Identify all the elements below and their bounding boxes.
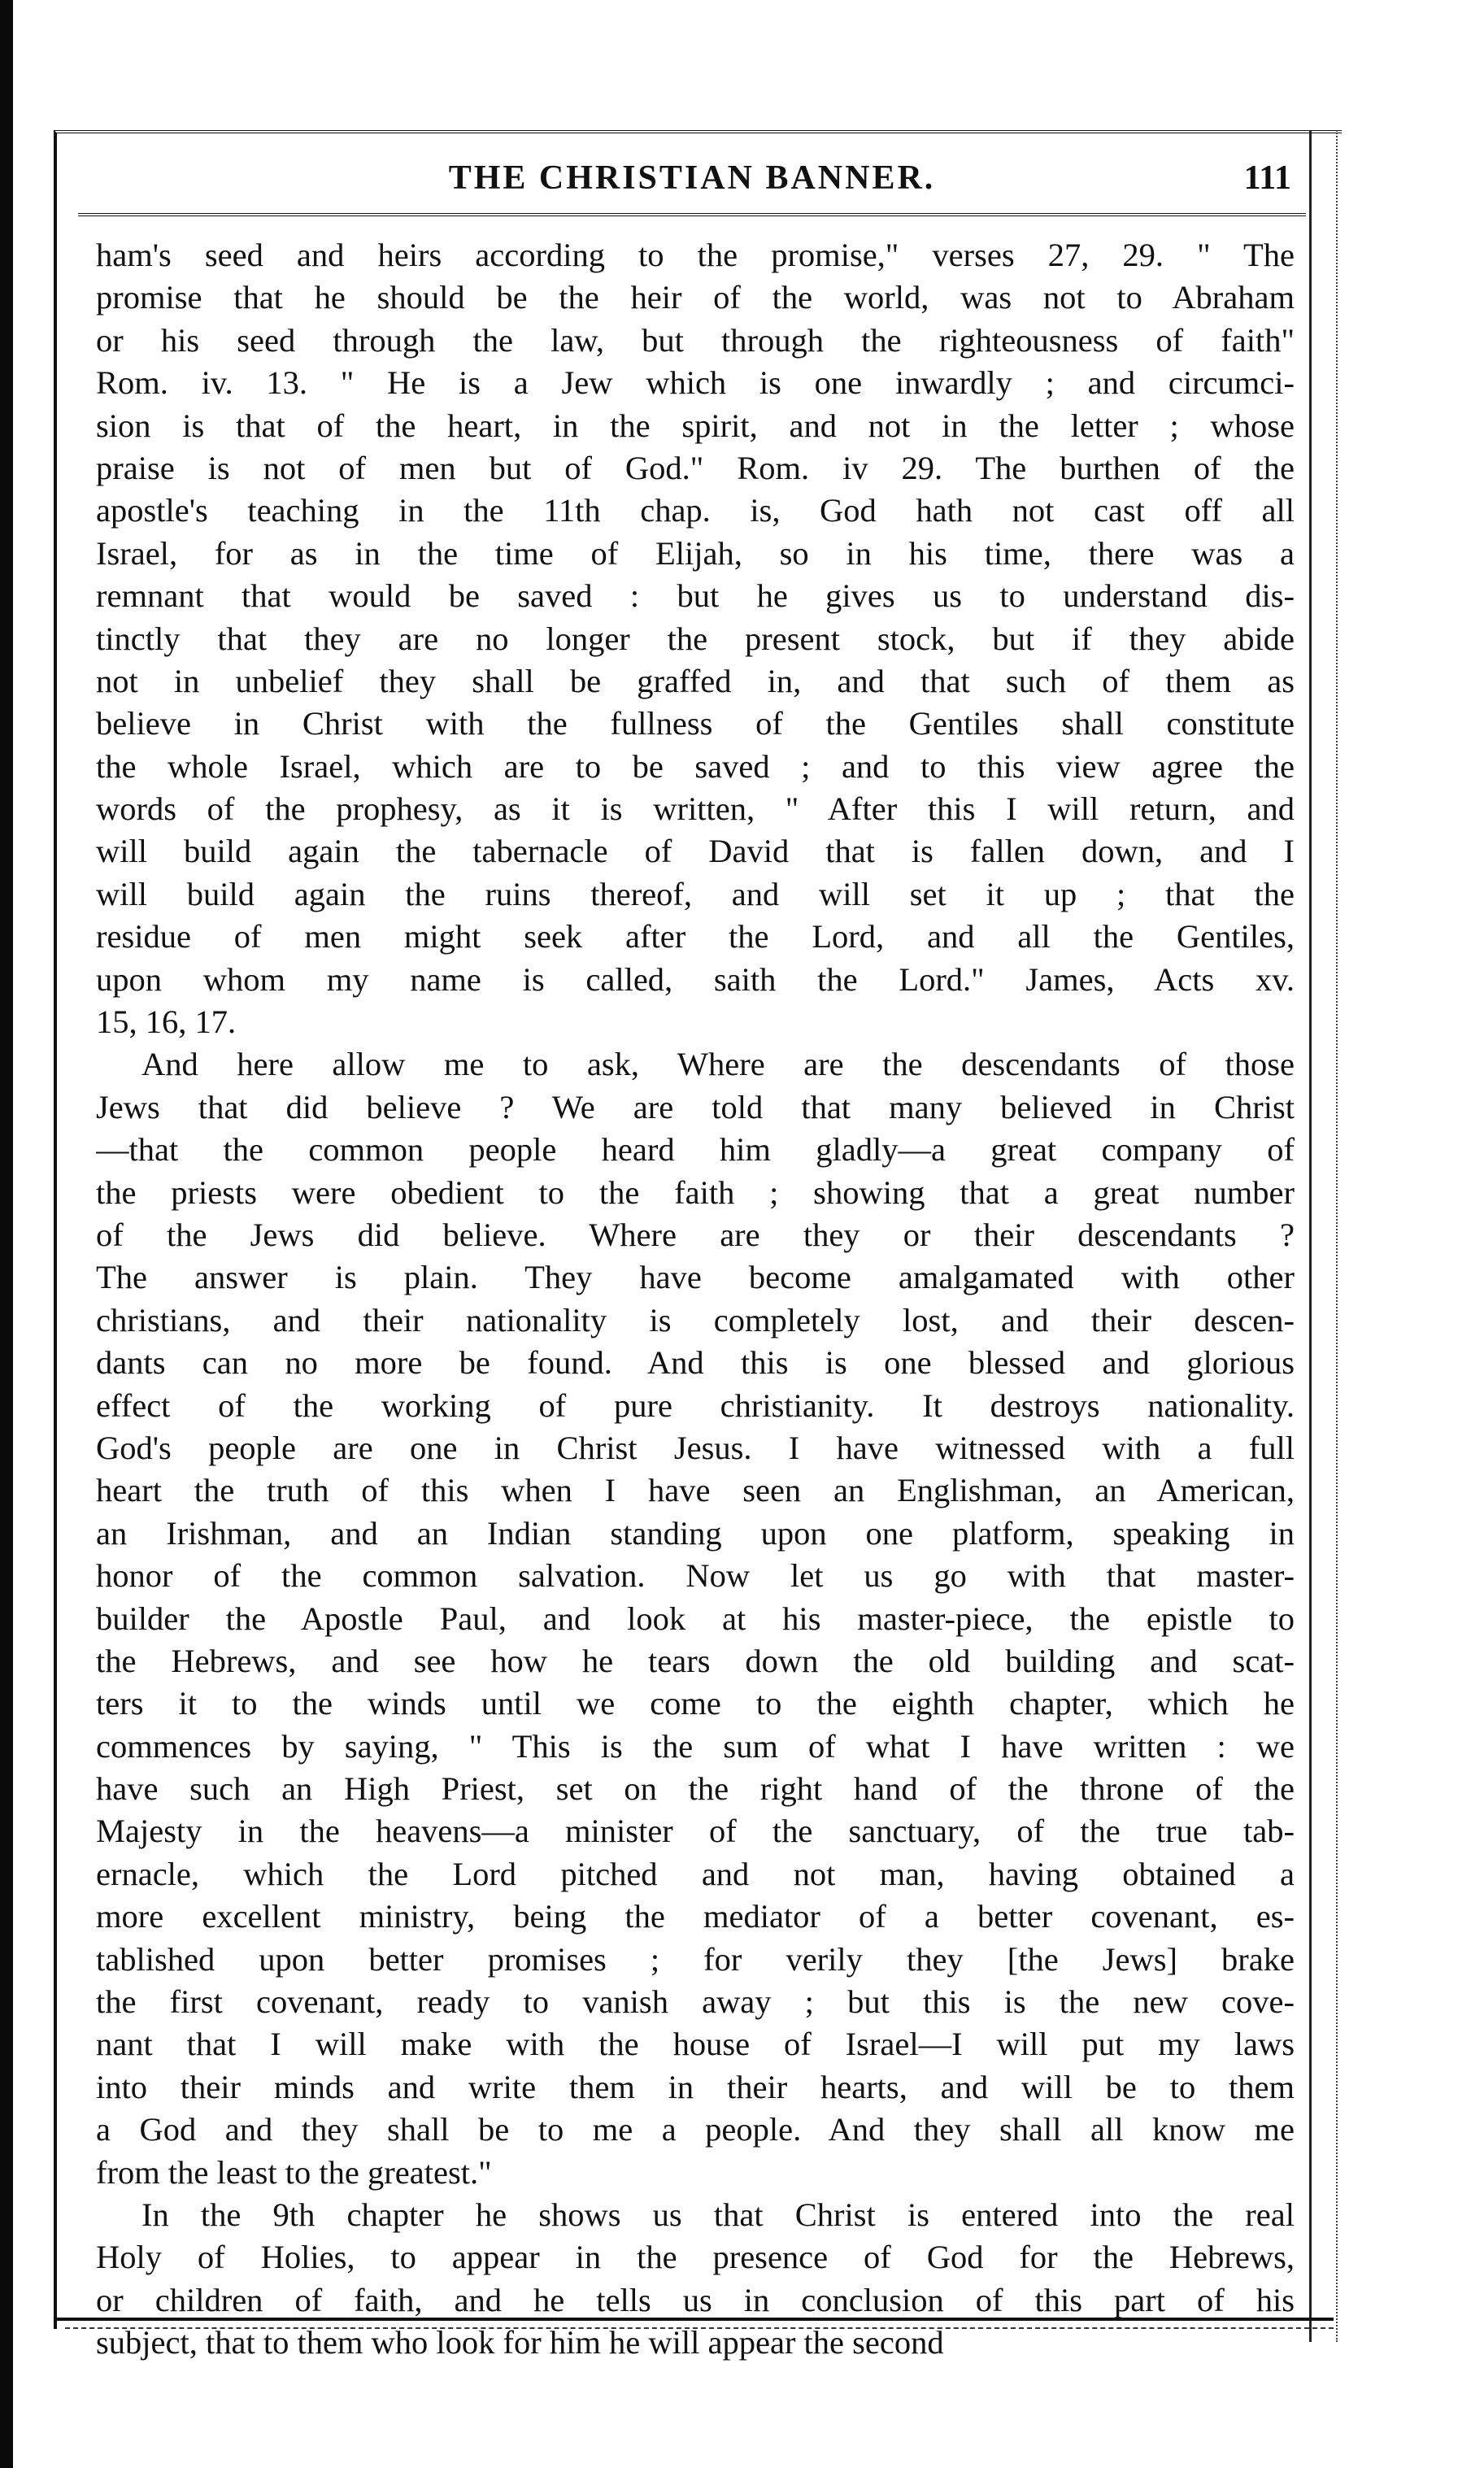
text-line: more excellent ministry, being the mediator of a better covenant, es- <box>96 1898 1295 1935</box>
text-line: or his seed through the law, but through the righteousness of faith" <box>96 321 1295 359</box>
text-line: And here allow me to ask, Where are the descendants of those <box>141 1046 1295 1083</box>
text-line: will build again the tabernacle of David that is fallen down, and I <box>96 833 1295 870</box>
text-line: remnant that would be saved : but he gives us to understand dis- <box>96 577 1295 615</box>
text-line: residue of men might seek after the Lord, and all the Gentiles, <box>96 918 1295 955</box>
text-line: Israel, for as in the time of Elijah, so in his time, there was a <box>96 534 1295 572</box>
text-line: have such an High Priest, set on the right hand of the throne of the <box>96 1770 1295 1808</box>
text-line: the whole Israel, which are to be saved ; and to this view agree the <box>96 747 1295 785</box>
paragraph <box>96 234 1295 1043</box>
text-line: will build again the ruins thereof, and will set it up ; that the <box>96 875 1295 912</box>
text-line: nant that I will make with the house of Israel—I will put my laws <box>96 2026 1295 2063</box>
text-line: from the least to the greatest." <box>96 2153 492 2191</box>
text-line: honor of the common salvation. Now let us go with that master- <box>96 1557 1295 1595</box>
text-line: words of the prophesy, as it is written, " After this I will return, and <box>96 790 1295 828</box>
text-line: not in unbelief they shall be graffed in, and that such of them as <box>96 662 1295 699</box>
text-line: Majesty in the heavens—a minister of the sanctuary, of the true tab- <box>96 1813 1295 1850</box>
running-head <box>78 159 1306 207</box>
paragraph <box>96 2194 1295 2365</box>
article-body <box>96 234 1295 2365</box>
text-line: In the 9th chapter he shows us that Christ is entered into the real <box>141 2196 1295 2233</box>
text-line: believe in Christ with the fullness of the Gentiles shall constitute <box>96 705 1295 742</box>
text-line: Rom. iv. 13. " He is a Jew which is one inwardly ; and circumci- <box>96 364 1295 402</box>
text-line: upon whom my name is called, saith the Lord." James, Acts xv. <box>96 960 1295 998</box>
paragraph <box>96 1043 1295 2194</box>
text-line: subject, that to them who look for him he will appear the second <box>96 2324 944 2361</box>
text-line: praise is not of men but of God." Rom. iv 29. The burthen of the <box>96 449 1295 486</box>
text-line: dants can no more be found. And this is one blessed and glorious <box>96 1344 1295 1382</box>
text-line: of the Jews did believe. Where are they or their descendants ? <box>96 1216 1295 1253</box>
text-line: sion is that of the heart, in the spirit, and not in the letter ; whose <box>96 407 1295 444</box>
text-line: effect of the working of pure christianity. It destroys nationality. <box>96 1386 1295 1424</box>
text-line: tinctly that they are no longer the present stock, but if they abide <box>96 620 1295 657</box>
text-line: God's people are one in Christ Jesus. I have witnessed with a full <box>96 1429 1295 1466</box>
text-line: commences by saying, " This is the sum of what I have written : we <box>96 1727 1295 1765</box>
text-line: 15, 16, 17. <box>96 1003 237 1041</box>
page-border-right <box>1309 130 1338 2342</box>
text-line: promise that he should be the heir of the world, was not to Abraham <box>96 279 1295 316</box>
scan-gutter-edge <box>0 0 13 2468</box>
text-line: Holy of Holies, to appear in the presence of God for the Hebrews, <box>96 2239 1295 2276</box>
text-line: ernacle, which the Lord pitched and not man, having obtained a <box>96 1855 1295 1892</box>
text-line: the first covenant, ready to vanish away ; but this is the new cove- <box>96 1983 1295 2021</box>
text-line: The answer is plain. They have become amalgamated with other <box>96 1259 1295 1296</box>
text-line: a God and they shall be to me a people. And they shall all know me <box>96 2111 1295 2148</box>
page-number: 111 <box>1243 159 1291 197</box>
header-rule <box>78 213 1306 216</box>
running-title: THE CHRISTIAN BANNER. <box>448 159 936 197</box>
text-line: Jews that did believe ? We are told that many believed in Christ <box>96 1088 1295 1125</box>
text-line: tablished upon better promises ; for verily they [the Jews] brake <box>96 1940 1295 1978</box>
text-line: heart the truth of this when I have seen an Englishman, an American, <box>96 1472 1295 1509</box>
text-line: builder the Apostle Paul, and look at his master-piece, the epistle to <box>96 1600 1295 1637</box>
text-line: the Hebrews, and see how he tears down the old building and scat- <box>96 1642 1295 1679</box>
text-line: into their minds and write them in their hearts, and will be to them <box>96 2068 1295 2105</box>
text-line: the priests were obedient to the faith ; showing that a great number <box>96 1173 1295 1211</box>
text-line: ters it to the winds until we come to the eighth chapter, which he <box>96 1685 1295 1722</box>
text-line: christians, and their nationality is completely lost, and their descen- <box>96 1301 1295 1338</box>
text-line: —that the common people heard him gladly—a great company of <box>96 1131 1295 1169</box>
text-line: an Irishman, and an Indian standing upon one platform, speaking in <box>96 1514 1295 1552</box>
text-line: or children of faith, and he tells us in conclusion of this part of his <box>96 2281 1295 2318</box>
text-line: ham's seed and heirs according to the promise," verses 27, 29. " The <box>96 237 1295 273</box>
text-line: apostle's teaching in the 11th chap. is, God hath not cast off all <box>96 492 1295 529</box>
